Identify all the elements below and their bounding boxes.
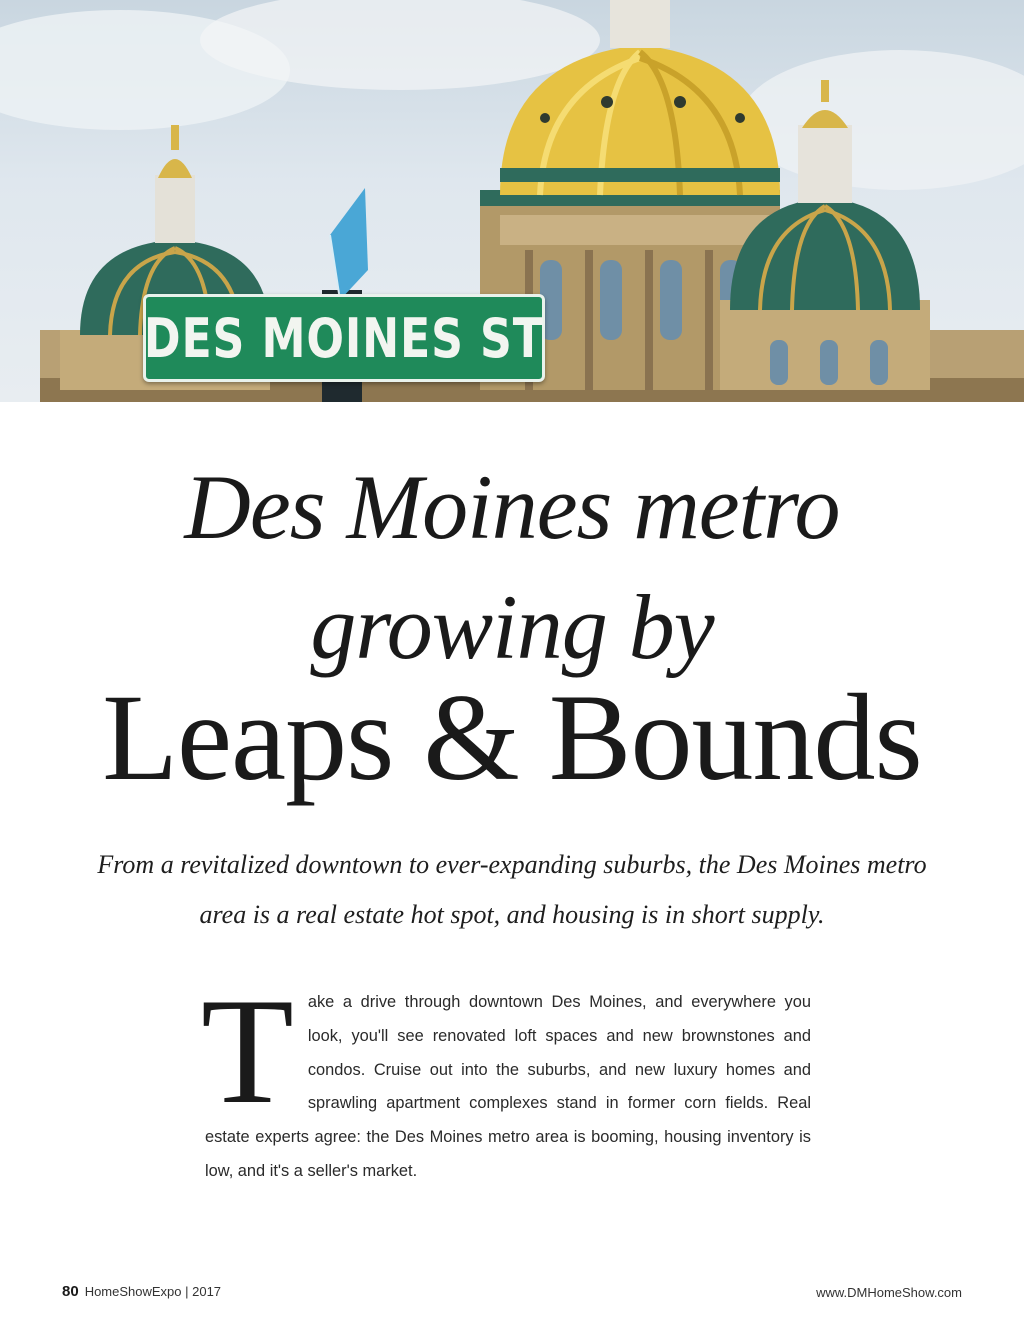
street-sign xyxy=(143,294,545,382)
headline-line-1: Des Moines metro xyxy=(184,456,840,558)
page-number: 80 xyxy=(62,1283,79,1300)
hero-photo xyxy=(0,0,1024,402)
drop-cap: T xyxy=(201,967,294,1135)
article-body xyxy=(201,967,811,1189)
footer-folio xyxy=(62,1283,221,1300)
headline-line-2: growing by xyxy=(310,576,714,678)
article-body-text: ake a drive through downtown Des Moines, and everywhere you look, you'll see renovated loft spaces and new brownstones and condos. Cruise out into the suburbs, and new luxury homes and sprawling apartment complexes stand in former corn fields. Real estate experts agree: the Des Moines metro area is booming, housing inventory is low, and it's a seller's market. xyxy=(205,993,811,1180)
headline-line-3: Leaps & Bounds xyxy=(102,669,922,806)
footer-website: www.DMHomeShow.com xyxy=(816,1285,962,1300)
article-deck: From a revitalized downtown to ever-expanding suburbs, the Des Moines metro area is a real estate hot spot, and housing is in short supply. xyxy=(97,850,927,929)
publication-name: HomeShowExpo | 2017 xyxy=(84,1284,222,1299)
street-sign-text: DES MOINES ST xyxy=(144,306,544,370)
